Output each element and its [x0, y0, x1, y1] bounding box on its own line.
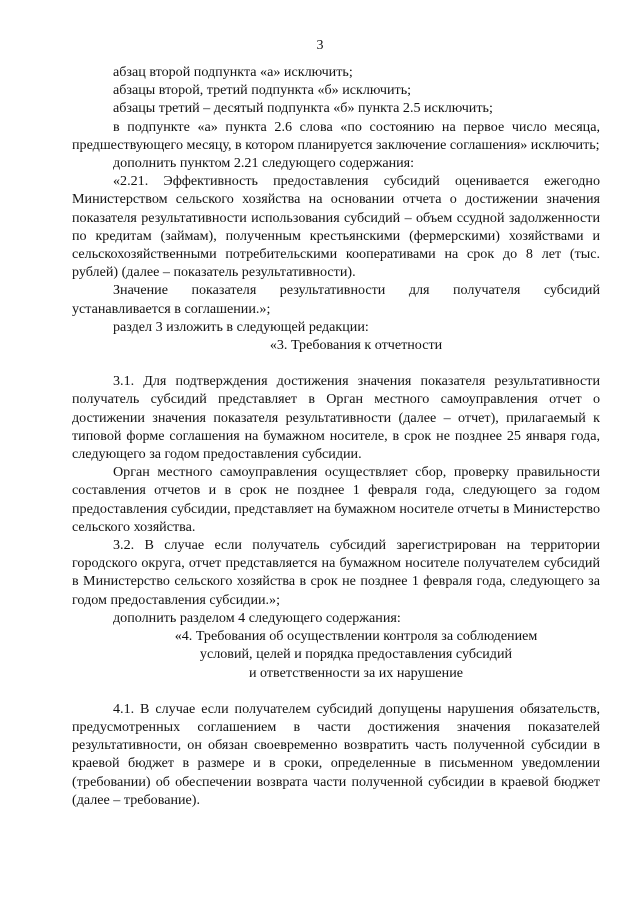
paragraph-8: раздел 3 изложить в следующей редакции:: [113, 318, 369, 335]
paragraph-13: 4.1. В случае если получателем субсидий допущены нарушения обязательств, предусмотренных соглашением в части достижения значения показателей результативности, он обязан своевременно возвратить часть полученной субсидии в краевой бюджет в размере и в сроки, определенные в письменном уведомлении (требовании) об обеспечении возврата части полученной субсидии в краевой бюджет (далее – требование).: [72, 700, 600, 808]
paragraph-4: в подпункте «а» пункта 2.6 слова «по состоянию на первое число месяца, предшествующего месяцу, в котором планируется заключение соглашения» исключить;: [72, 118, 600, 153]
page-number: 3: [316, 38, 324, 53]
section-4-title-line-3: и ответственности за их нарушение: [248, 664, 464, 681]
paragraph-10: Орган местного самоуправления осуществляет сбор, проверку правильности составления отчетов и в срок не позднее 1 февраля года, следующего за годом предоставления субсидии, представляет на бумажном носителе отчеты в Министерство сельского хозяйства.: [72, 464, 600, 535]
spacer: [72, 682, 600, 700]
paragraph-9: 3.1. Для подтверждения достижения значения показателя результативности получатель субсидий представляет в Орган местного самоуправления отчет о достижении значения показателя результативности (далее – отчет), прилагаемый к типовой форме соглашения на бумажном носителе, в срок не позднее 25 января года, следующего за годом предоставления субсидии.: [72, 373, 600, 463]
paragraph-7: Значение показателя результативности для получателя субсидий устанавливается в соглашении.»;: [72, 282, 600, 317]
spacer: [72, 354, 600, 372]
paragraph-6: «2.21. Эффективность предоставления субсидий оценивается ежегодно Министерством сельского хозяйства на основании отчета о достижении значения показателя результативности использования субсидий – объем ссудной задолженности по кредитам (займам), полученным крестьянскими (фермерскими) хозяйствами и сельскохозяйственными потребительскими кооперативами на срок до 8 лет (тыс. рублей) (далее – показатель результативности).: [72, 173, 600, 281]
section-3-title: «3. Требования к отчетности: [269, 337, 443, 354]
paragraph-2: абзацы второй, третий подпункта «б» исключить;: [113, 82, 412, 99]
document-body: [72, 63, 600, 809]
paragraph-1: абзац второй подпункта «а» исключить;: [113, 64, 353, 80]
paragraph-12: дополнить разделом 4 следующего содержания:: [113, 609, 401, 626]
paragraph-11: 3.2. В случае если получатель субсидий зарегистрирован на территории городского округа, отчет представляется на бумажном носителе получателем субсидий в Министерство сельского хозяйства в срок не позднее 1 февраля года, следующего за годом предоставления субсидии.»;: [72, 537, 600, 608]
section-4-title-line-2: условий, целей и порядка предоставления субсидий: [199, 646, 513, 663]
section-4-title-line-1: «4. Требования об осуществлении контроля за соблюдением: [174, 628, 538, 645]
paragraph-5: дополнить пунктом 2.21 следующего содержания:: [113, 155, 415, 172]
paragraph-3: абзацы третий – десятый подпункта «б» пункта 2.5 исключить;: [113, 100, 493, 117]
